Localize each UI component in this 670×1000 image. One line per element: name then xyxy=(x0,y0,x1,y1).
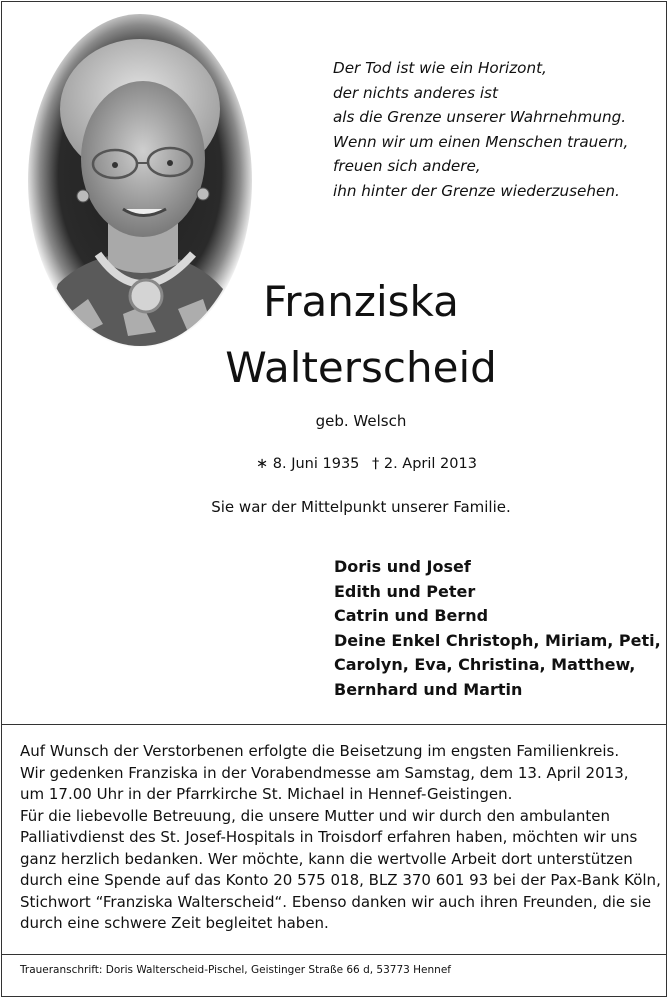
family-line: Carolyn, Eva, Christina, Matthew, xyxy=(334,655,636,674)
cross-icon: † xyxy=(372,456,380,472)
mourning-address: Traueranschrift: Doris Walterscheid-Pischel, Geistinger Straße 66 d, 53773 Hennef xyxy=(20,964,451,976)
notice-text xyxy=(20,741,660,935)
divider xyxy=(2,724,666,725)
poem-line: Der Tod ist wie ein Horizont, xyxy=(333,59,547,77)
first-name: Franziska xyxy=(263,277,459,326)
poem-line: als die Grenze unserer Wahrnehmung. xyxy=(333,108,627,126)
notice-line: Stichwort “Franziska Walterscheid“. Ebenso danken wir auch ihren Freunden, die sie xyxy=(20,892,652,911)
motto: Sie war der Mittelpunkt unserer Familie. xyxy=(211,498,511,516)
family-line: Doris und Josef xyxy=(334,557,471,576)
notice-line: durch eine Spende auf das Konto 20 575 018, BLZ 370 601 93 bei der Pax-Bank Köln, xyxy=(20,871,661,889)
family-list xyxy=(334,555,661,702)
last-name: Walterscheid xyxy=(225,343,497,392)
birth-date-line xyxy=(256,456,359,472)
notice-line: ganz herzlich bedanken. Wer möchte, kann die wertvolle Arbeit dort unterstützen xyxy=(20,849,633,868)
family-line: Deine Enkel Christoph, Miriam, Peti, xyxy=(334,630,661,650)
poem-line: freuen sich andere, xyxy=(333,157,481,175)
notice-line: durch eine schwere Zeit begleitet haben. xyxy=(20,914,329,932)
divider xyxy=(2,954,666,955)
family-line: Bernhard und Martin xyxy=(334,679,523,699)
poem-line: ihn hinter der Grenze wiederzusehen. xyxy=(333,181,620,200)
poem-line: der nichts anderes ist xyxy=(333,83,498,102)
family-line: Edith und Peter xyxy=(334,581,476,601)
death-date: 2. April 2013 xyxy=(383,456,477,472)
poem xyxy=(333,56,653,203)
notice-line: Auf Wunsch der Verstorbenen erfolgte die Beisetzung im engsten Familienkreis. xyxy=(20,742,620,760)
birth-date: 8. Juni 1935 xyxy=(272,456,360,472)
poem-line: Wenn wir um einen Menschen trauern, xyxy=(333,132,629,151)
notice-line: Wir gedenken Franziska in der Vorabendmesse am Samstag, dem 13. April 2013, xyxy=(20,763,629,782)
notice-line: um 17.00 Uhr in der Pfarrkirche St. Michael in Hennef-Geistingen. xyxy=(20,785,513,803)
maiden-name: geb. Welsch xyxy=(315,412,407,430)
death-date-line xyxy=(372,456,477,472)
family-line: Catrin und Bernd xyxy=(334,606,489,625)
notice-line: Für die liebevolle Betreuung, die unsere Mutter und wir durch den ambulanten xyxy=(20,806,611,825)
notice-line: Palliativdienst des St. Josef-Hospitals in Troisdorf erfahren haben, möchten wir uns xyxy=(20,828,638,846)
birth-star-icon: ∗ xyxy=(256,456,269,472)
